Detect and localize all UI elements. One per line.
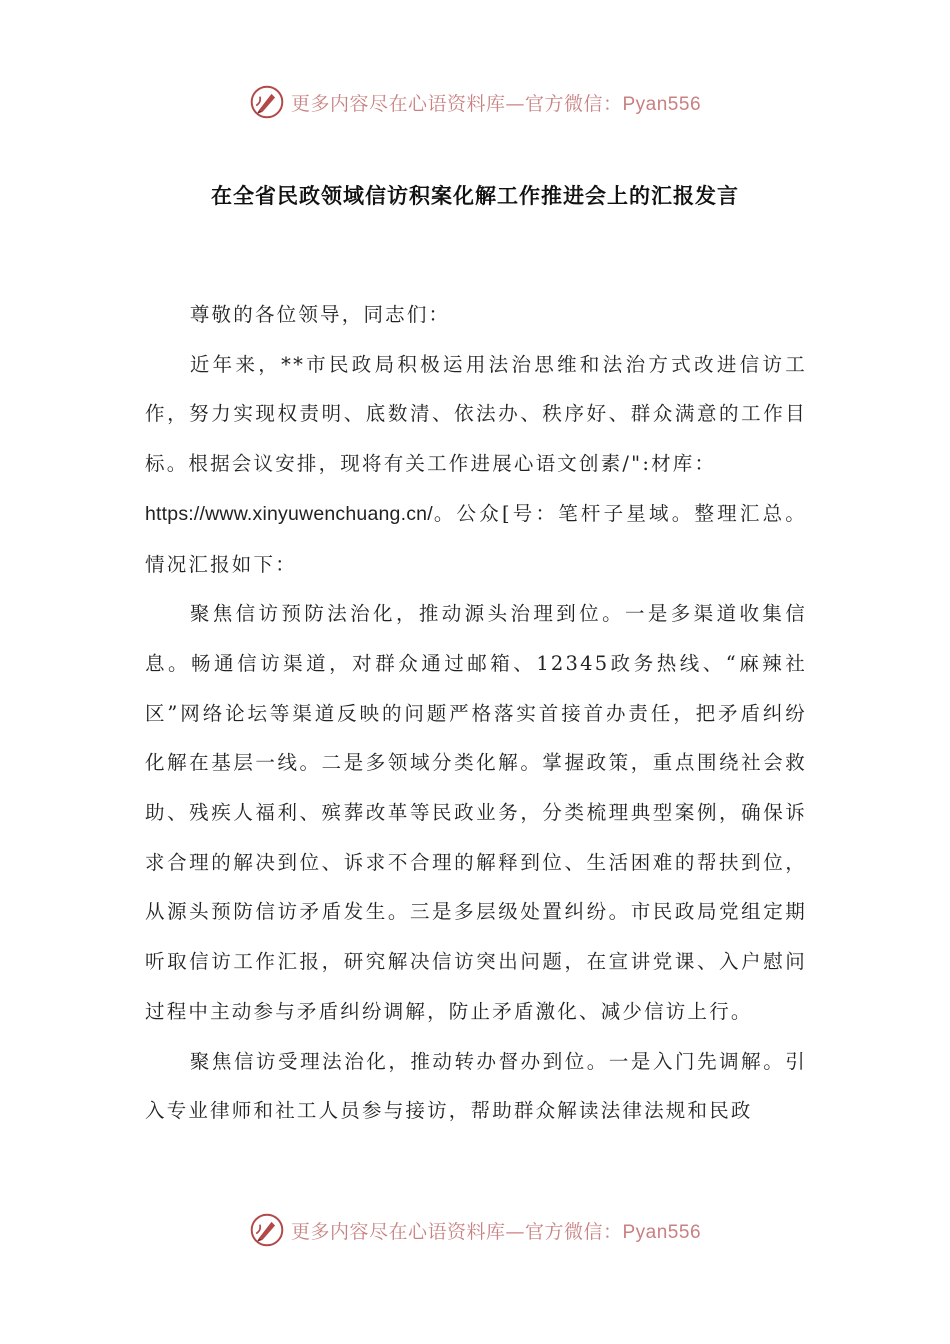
wechat-id: Pyan556: [622, 1221, 702, 1243]
header-banner: [0, 82, 950, 122]
source-url: https://www.xinyuwenchuang.cn/: [145, 502, 433, 525]
footer-banner: [0, 1210, 950, 1250]
banner-text: [291, 89, 701, 116]
pen-nib-logo-icon: [249, 84, 285, 120]
banner-promo-text: 更多内容尽在心语资料库—官方微信：: [290, 1220, 623, 1243]
document-body: [145, 290, 807, 1136]
paragraph-intro-text-2: 。公众[号：笔杆子星域。整理汇总。情况汇报如下：: [145, 501, 807, 576]
paragraph-prevention: 聚焦信访预防法治化，推动源头治理到位。一是多渠道收集信息。畅通信访渠道，对群众通过邮箱、12345政务热线、“麻辣社区”网络论坛等渠道反映的问题严格落实首接首办责任，把矛盾纠纷化解在基层一线。二是多领域分类化解。掌握政策，重点围绕社会救助、残疾人福利、殡葬改革等民政业务，分类梳理典型案例，确保诉求合理的解决到位、诉求不合理的解释到位、生活困难的帮扶到位，从源头预防信访矛盾发生。三是多层级处置纠纷。市民政局党组定期听取信访工作汇报，研究解决信访突出问题，在宣讲党课、入户慰问过程中主动参与矛盾纠纷调解，防止矛盾激化、减少信访上行。: [145, 602, 807, 1023]
banner-text: [291, 1217, 701, 1244]
paragraph-acceptance: 聚焦信访受理法治化，推动转办督办到位。一是入门先调解。引入专业律师和社工人员参与接访，帮助群众解读法律法规和民政: [145, 1049, 807, 1123]
banner-promo-text: 更多内容尽在心语资料库—官方微信：: [290, 92, 623, 115]
paragraph-intro: [145, 340, 807, 590]
paragraph-intro-text-1: 近年来，**市民政局积极运用法治思维和法治方式改进信访工作，努力实现权责明、底数清、依法办、秩序好、群众满意的工作目标。根据会议安排，现将有关工作进展心语文创素/":材库：: [145, 352, 807, 476]
wechat-id: Pyan556: [622, 93, 702, 115]
salutation: 尊敬的各位领导，同志们：: [189, 303, 451, 326]
pen-nib-logo-icon: [249, 1212, 285, 1248]
document-title: 在全省民政领域信访积案化解工作推进会上的汇报发言: [211, 184, 739, 208]
